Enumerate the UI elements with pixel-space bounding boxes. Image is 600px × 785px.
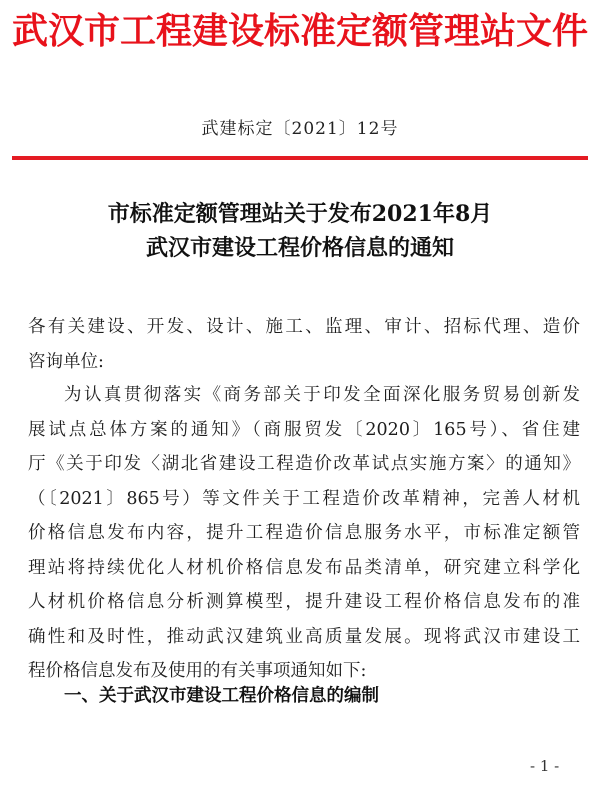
salutation: [28, 310, 580, 379]
masthead-title: 武汉市工程建设标准定额管理站文件: [11, 10, 588, 52]
paragraph-line: 价格信息发布内容，提升工程造价信息服务水平，市标准定额管: [28, 523, 580, 543]
paragraph-line: 厅《关于印发〈湖北省建设工程造价改革试点实施方案〉的通知》: [28, 454, 580, 474]
salutation-line: 各有关建设、开发、设计、施工、监理、审计、招标代理、造价: [28, 317, 580, 337]
paragraph-line: 为认真贯彻落实《商务部关于印发全面深化服务贸易创新发: [64, 385, 580, 405]
salutation-line: 咨询单位:: [28, 351, 104, 372]
section-heading: 一、关于武汉市建设工程价格信息的编制: [64, 686, 379, 706]
paragraph-line: （〔2021〕865号）等文件关于工程造价改革精神，完善人材机: [28, 488, 580, 509]
paragraph-line: 理站将持续优化人材机价格信息发布品类清单，研究建立科学化: [28, 557, 580, 578]
notice-title-line-1: 市标准定额管理站关于发布2021年8月: [107, 201, 493, 227]
notice-title-line-2: 武汉市建设工程价格信息的通知: [145, 235, 454, 261]
red-divider-rule: [12, 156, 588, 160]
document-number: 武建标定〔2021〕12号: [201, 119, 399, 139]
paragraph-line: 程价格信息发布及使用的有关事项通知如下:: [28, 661, 367, 681]
page-number: - 1 -: [530, 757, 560, 775]
body-paragraph: [28, 378, 580, 689]
paragraph-line: 人材机价格信息分析测算模型，提升建设工程价格信息发布的准: [28, 592, 580, 612]
paragraph-line: 展试点总体方案的通知》（商服贸发〔2020〕165号）、省住建: [28, 419, 580, 440]
paragraph-line: 确性和及时性，推动武汉建筑业高质量发展。现将武汉市建设工: [28, 626, 580, 647]
